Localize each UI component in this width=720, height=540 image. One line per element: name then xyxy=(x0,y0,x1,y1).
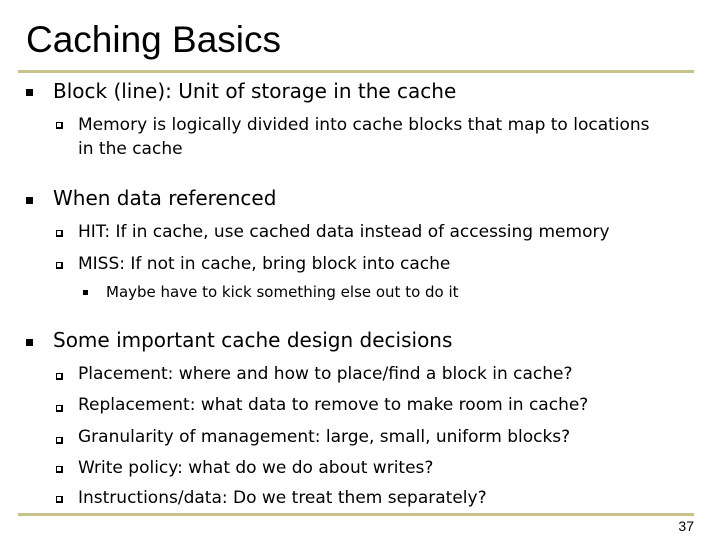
sub-bullet-granularity: Granularity of management: large, small, uniform blocks? xyxy=(78,427,571,447)
bullet-block-line: Block (line): Unit of storage in the cache xyxy=(53,79,457,103)
sub-bullet-memory-divided: Memory is logically divided into cache blocks that map to locations in the cache xyxy=(78,115,650,159)
bullet-square-icon xyxy=(26,339,33,346)
sub-bullet-replacement: Replacement: what data to remove to make room in cache? xyxy=(78,395,589,415)
sub-bullet-miss: MISS: If not in cache, bring block into cache xyxy=(78,254,451,274)
bullet-square-icon xyxy=(26,89,33,96)
sub-bullet-box-icon xyxy=(56,466,63,473)
bullet-square-icon xyxy=(26,197,33,204)
footer-rule xyxy=(18,513,694,516)
subsub-bullet-square-icon xyxy=(83,290,88,295)
sub-bullet-box-icon xyxy=(56,496,63,503)
sub-bullet-box-icon xyxy=(56,122,63,129)
sub-bullet-instructions-data: Instructions/data: Do we treat them separately? xyxy=(78,488,487,508)
slide-title: Caching Basics xyxy=(26,19,282,60)
subsub-bullet-kick-out: Maybe have to kick something else out to do it xyxy=(106,283,459,301)
sub-bullet-placement: Placement: where and how to place/find a block in cache? xyxy=(78,364,573,384)
sub-bullet-box-icon xyxy=(56,230,63,237)
sub-bullet-hit: HIT: If in cache, use cached data instead of accessing memory xyxy=(78,222,610,242)
sub-bullet-box-icon xyxy=(56,262,63,269)
slide-number: 37 xyxy=(678,518,694,534)
sub-bullet-box-icon xyxy=(56,405,63,412)
bullet-data-referenced: When data referenced xyxy=(53,186,277,210)
sub-bullet-box-icon xyxy=(56,373,63,380)
sub-bullet-box-icon xyxy=(56,437,63,444)
title-underline xyxy=(18,70,694,73)
bullet-design-decisions: Some important cache design decisions xyxy=(53,328,453,352)
sub-bullet-write-policy: Write policy: what do we do about writes? xyxy=(78,458,434,478)
